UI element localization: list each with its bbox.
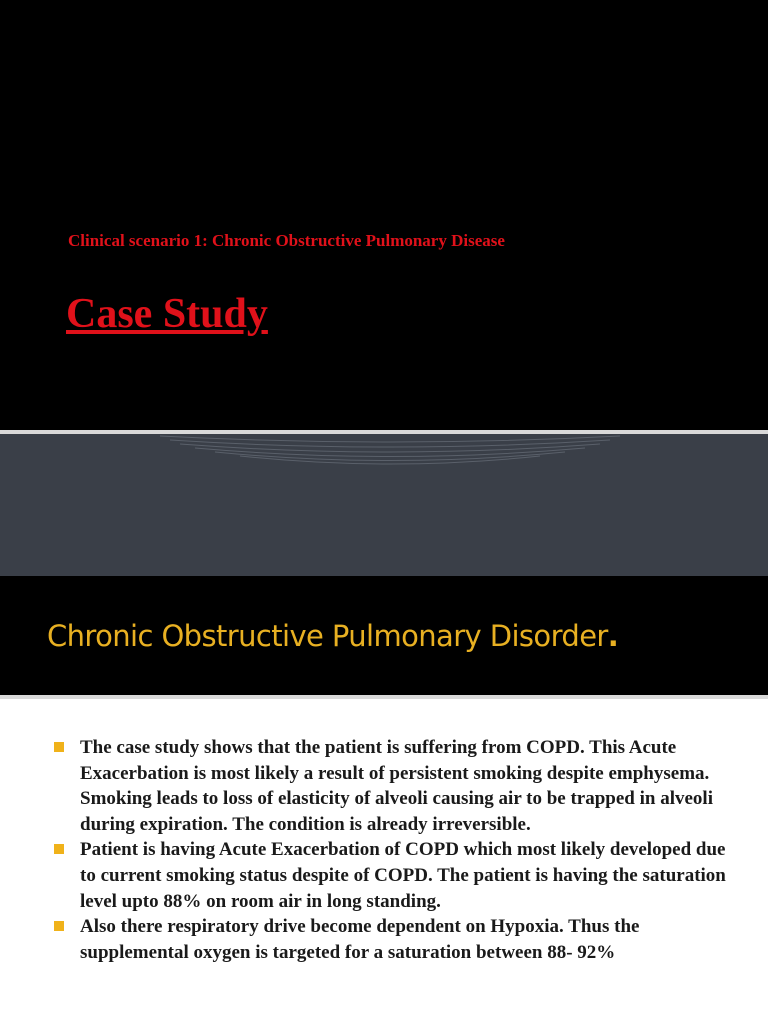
slide-title-period: . — [607, 619, 619, 653]
slide-title: Case Study — [66, 291, 268, 337]
square-bullet-icon — [54, 742, 64, 752]
bullet-list — [54, 735, 734, 965]
square-bullet-icon — [54, 921, 64, 931]
slide-header — [0, 576, 768, 695]
slide-subtitle: Clinical scenario 1: Chronic Obstructive Pulmonary Disease — [68, 231, 505, 250]
decorative-wave-lines — [160, 434, 620, 474]
bullet-item — [54, 914, 734, 965]
bullet-item — [54, 735, 734, 837]
slide-title — [47, 619, 618, 653]
decorative-band — [0, 434, 768, 576]
slide-title-text: Chronic Obstructive Pulmonary Disorder — [47, 619, 608, 653]
bullet-text: Also there respiratory drive become dependent on Hypoxia. Thus the supplemental oxygen is targeted for a saturation between 88- 92% — [80, 916, 640, 963]
slide-copd — [0, 576, 768, 1024]
bullet-text: Patient is having Acute Exacerbation of COPD which most likely developed due to current smoking status despite of COPD. The patient is having the saturation level upto 88% on room air in long standing. — [80, 839, 726, 912]
slide-divider — [0, 695, 768, 699]
bullet-text: The case study shows that the patient is suffering from COPD. This Acute Exacerbation is most likely a result of persistent smoking despite emphysema. Smoking leads to loss of elasticity of alveoli causing air to be trapped in alveoli during expiration. The condition is already irreversible. — [80, 737, 713, 835]
slide-title-area — [0, 0, 768, 430]
square-bullet-icon — [54, 844, 64, 854]
bullet-item — [54, 837, 734, 914]
